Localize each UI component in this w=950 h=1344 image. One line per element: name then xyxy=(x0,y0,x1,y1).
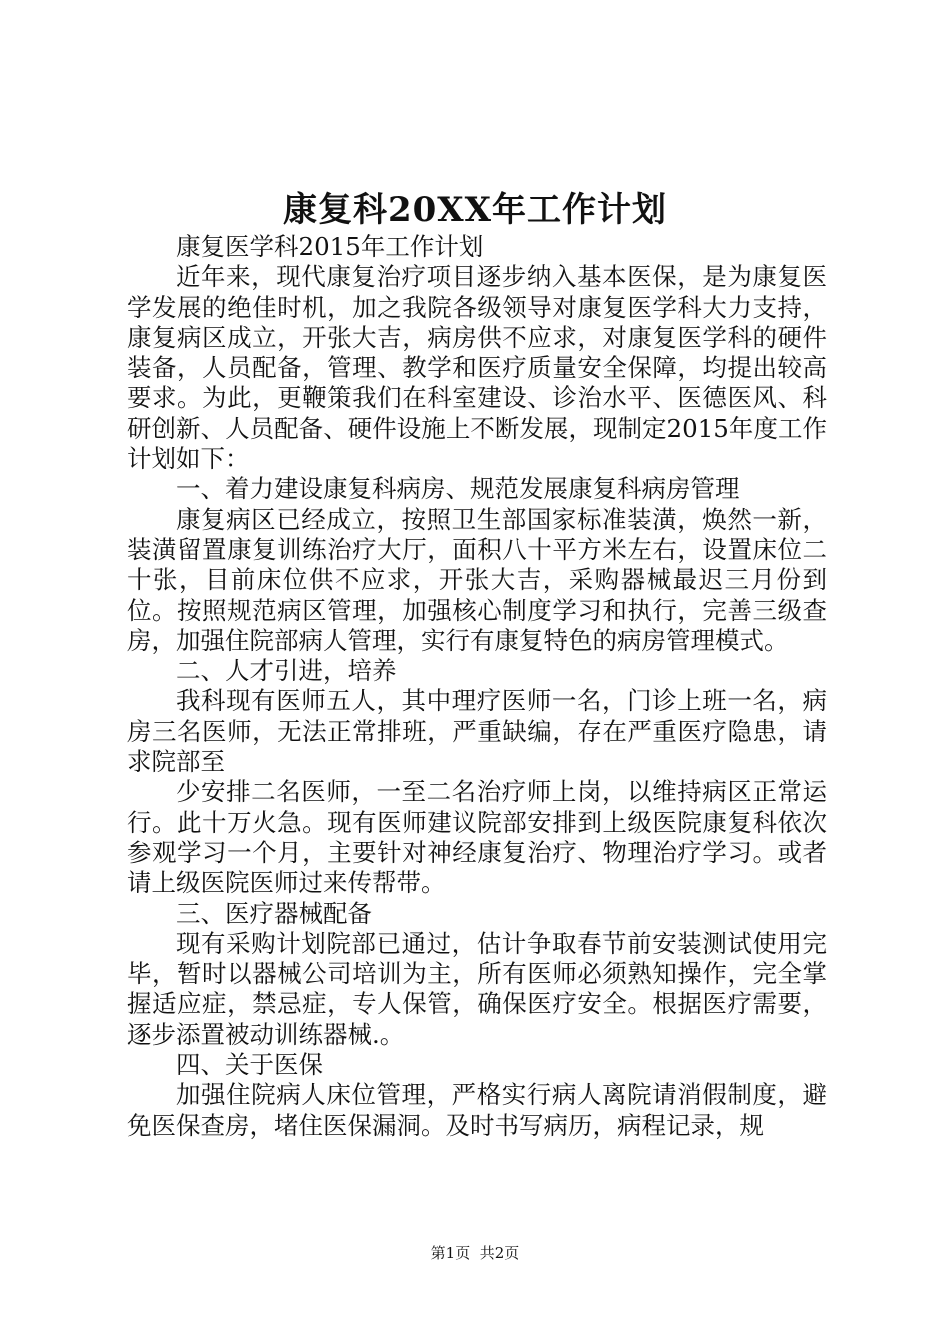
paragraph-section-2b: 少安排二名医师，一至二名治疗师上岗，以维持病区正常运行。此十万火急。现有医师建议院部安排到上级医院康复科依次参观学习一个月，主要针对神经康复治疗、物理治疗学习。或者请上级医院医师过来传帮带。 xyxy=(127,777,827,898)
section-heading-2: 二、人才引进，培养 xyxy=(176,656,397,686)
section-heading-3: 三、医疗器械配备 xyxy=(176,898,372,928)
page-total: 共2页 xyxy=(479,1244,520,1262)
page-footer xyxy=(0,1243,950,1263)
paragraph-section-3: 现有采购计划院部已通过，估计争取春节前安装测试使用完毕，暂时以器械公司培训为主，所有医师必须熟知操作，完全掌握适应症，禁忌症，专人保管，确保医疗安全。根据医疗需要，逐步添置被动训练器械.。 xyxy=(127,928,827,1049)
paragraph-section-2a: 我科现有医师五人，其中理疗医师一名，门诊上班一名，病房三名医师，无法正常排班，严重缺编，存在严重医疗隐患，请求院部至 xyxy=(127,686,827,777)
section-heading-1: 一、着力建设康复科病房、规范发展康复科病房管理 xyxy=(176,474,740,504)
paragraph-subtitle: 康复医学科2015年工作计划 xyxy=(176,232,484,261)
paragraph-section-1: 康复病区已经成立，按照卫生部国家标准装潢，焕然一新，装潢留置康复训练治疗大厅，面积八十平方米左右，设置床位二十张，目前床位供不应求，开张大吉，采购器械最迟三月份到位。按照规范病区管理，加强核心制度学习和执行，完善三级查房，加强住院部病人管理，实行有康复特色的病房管理模式。 xyxy=(127,504,827,655)
section-heading-4: 四、关于医保 xyxy=(176,1050,323,1080)
paragraph-intro: 近年来，现代康复治疗项目逐步纳入基本医保，是为康复医学发展的绝佳时机，加之我院各级领导对康复医学科大力支持，康复病区成立，开张大吉，病房供不应求，对康复医学科的硬件装备，人员配备，管理、教学和医疗质量安全保障，均提出较高要求。为此，更鞭策我们在科室建设、诊治水平、医德医风、科研创新、人员配备、硬件设施上不断发展，现制定2015年度工作计划如下： xyxy=(127,262,827,474)
page-number: 第1页 xyxy=(430,1244,471,1262)
paragraph-section-4: 加强住院病人床位管理，严格实行病人离院请消假制度，避免医保查房，堵住医保漏洞。及时书写病历，病程记录，规 xyxy=(127,1080,827,1140)
document-body xyxy=(127,232,827,1141)
document-title: 康复科20XX年工作计划 xyxy=(282,190,668,230)
